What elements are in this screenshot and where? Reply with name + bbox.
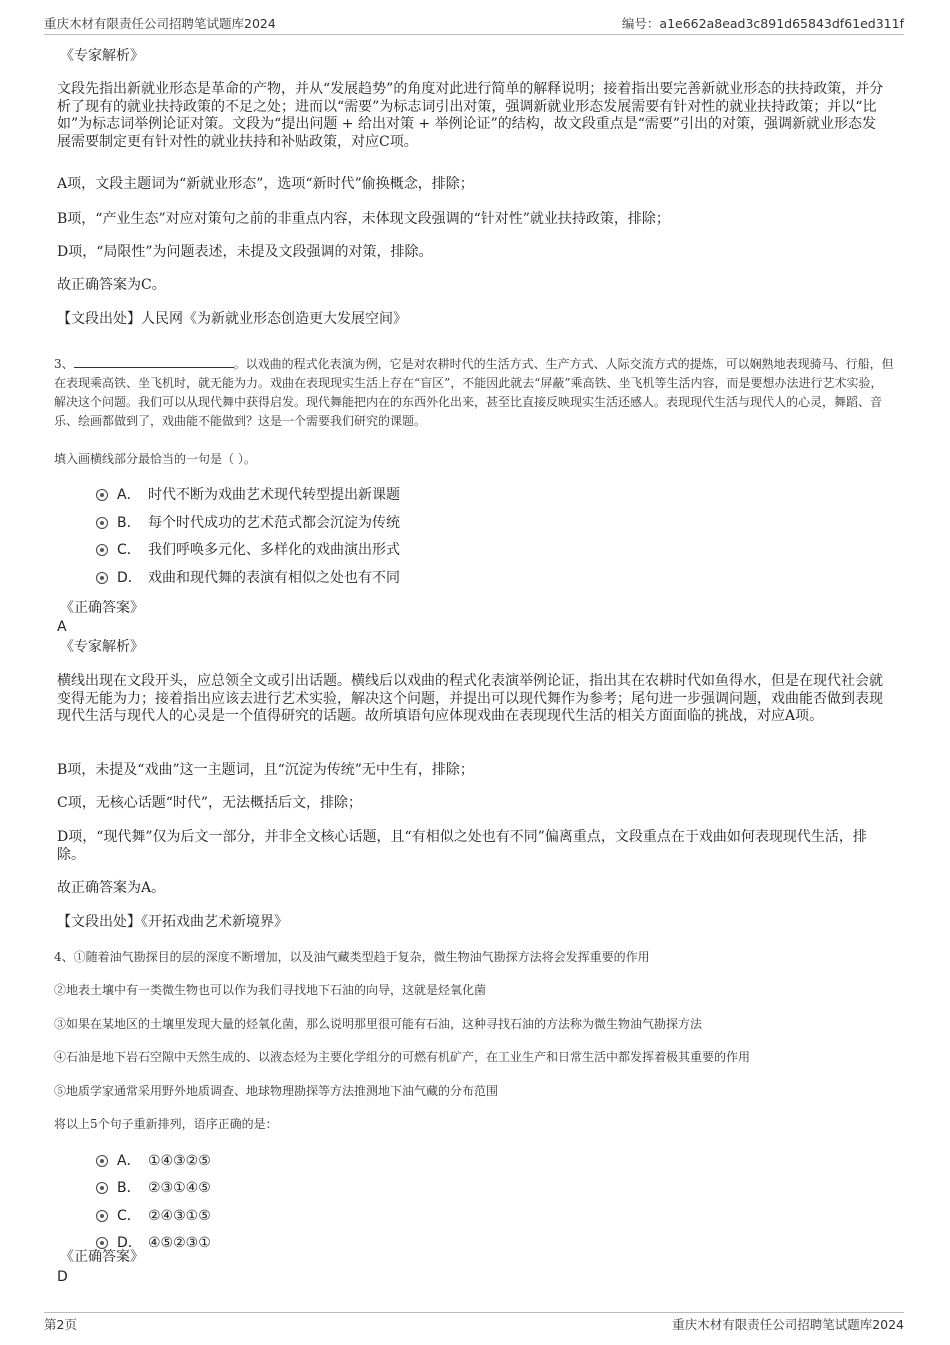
page-number: 第2页 xyxy=(44,1317,77,1332)
radio-icon[interactable] xyxy=(96,489,108,501)
q3-stem xyxy=(54,355,894,431)
q4-sentence-4: ④石油是地下岩石空隙中天然生成的、以液态烃为主要化学组分的可燃有机矿产，在工业生产和日常生活中都发挥着极其重要的作用 xyxy=(54,1050,751,1064)
radio-icon[interactable] xyxy=(96,1182,108,1194)
q2-option-b-note: B项，“产业生态”对应对策句之前的非重点内容，未体现文段强调的“针对性”就业扶持政策，排除； xyxy=(57,211,670,227)
q2-option-a-note: A项，文段主题词为“新就业形态”，选项“新时代”偷换概念，排除； xyxy=(57,176,474,192)
q4-answer: D xyxy=(57,1269,68,1285)
option-text: ①④③②⑤ xyxy=(148,1153,211,1169)
radio-icon[interactable] xyxy=(96,572,108,584)
option-text: 戏曲和现代舞的表演有相似之处也有不同 xyxy=(148,570,400,586)
q3-prompt: 填入画横线部分最恰当的一句是（ ）。 xyxy=(54,452,256,466)
header-title: 重庆木材有限责任公司招聘笔试题库2024 xyxy=(44,16,276,31)
option-text: 时代不断为戏曲艺术现代转型提出新课题 xyxy=(148,487,400,503)
q4-answer-label: 《正确答案》 xyxy=(60,1249,144,1265)
option-text: ④⑤②③① xyxy=(148,1235,211,1251)
q3-answer-label: 《正确答案》 xyxy=(60,600,144,616)
q3-option-c-note: C项，无核心话题“时代”，无法概括后文，排除； xyxy=(57,795,363,811)
q3-answer: A xyxy=(57,619,67,635)
q3-option-d-note: D项，“现代舞”仅为后文一部分，并非全文核心话题，且“有相似之处也有不同”偏离重点，文段重点在于戏曲如何表现现代生活，排除。 xyxy=(57,829,867,863)
option-letter: A． xyxy=(117,487,141,503)
page-footer xyxy=(44,1312,904,1335)
q2-expert-label: 《专家解析》 xyxy=(60,48,144,64)
q4-sentence-2: ②地表土壤中有一类微生物也可以作为我们寻找地下石油的向导，这就是烃氧化菌 xyxy=(54,983,487,997)
option-letter: B． xyxy=(117,1180,141,1196)
option-text: ②④③①⑤ xyxy=(148,1208,211,1224)
q2-analysis: 文段先指出新就业形态是革命的产物，并从“发展趋势”的角度对此进行简单的解释说明；接着指出要完善新就业形态的扶持政策，并分析了现有的就业扶持政策的不足之处；进而以“需要”为标志词引出对策，强调新就业形态发展需要有针对性的就业扶持政策；并以“比如”为标志词举例论证对策。文段为“提出问题 + 给出对策 + 举例论证”的结构，故文段重点是“需要”引出的对策，强调新就业形态发展需要制定更有针对性的就业扶持和补贴政策，对应C项。 xyxy=(57,81,884,150)
option-text: 每个时代成功的艺术范式都会沉淀为传统 xyxy=(148,515,400,531)
q3-analysis: 横线出现在文段开头，应总领全文或引出话题。横线后以戏曲的程式化表演举例论证，指出其在农耕时代如鱼得水，但是在现代社会就变得无能为力；接着指出应该去进行艺术实验，解决这个问题，并提出可以现代舞作为参考；尾句进一步强调问题，戏曲能否做到表现现代生活与现代人的心灵是一个值得研究的话题。故所填语句应体现戏曲在表现现代生活的相关方面面临的挑战，对应A项。 xyxy=(57,673,883,724)
option-letter: D． xyxy=(117,1235,142,1251)
radio-icon[interactable] xyxy=(96,517,108,529)
option-text: 我们呼唤多元化、多样化的戏曲演出形式 xyxy=(148,542,400,558)
option-letter: C． xyxy=(117,542,141,558)
q3-stem-text: 。以戏曲的程式化表演为例，它是对农耕时代的生活方式、生产方式、人际交流方式的提炼，可以娴熟地表现骑马、行船，但在表现乘高铁、坐飞机时，就无能为力。戏曲在表现现实生活上存在“盲区”，不能因此就去“屏蔽”乘高铁、坐飞机等生活内容，而是要想办法进行艺术实验，解决这个问题。我们可以从现代舞中获得启发。现代舞能把内在的东西外化出来，甚至比直接反映现实生活还感人。表现现代生活与现代人的心灵，舞蹈、音乐、绘画都做到了，戏曲能不能做到？这是一个需要我们研究的课题。 xyxy=(54,357,894,428)
header-doc-id: 编号：a1e662a8ead3c891d65843df61ed311f xyxy=(621,16,904,31)
radio-icon[interactable] xyxy=(96,1155,108,1167)
option-letter: A． xyxy=(117,1153,141,1169)
q3-fill-blank xyxy=(74,355,234,368)
q3-source: 【文段出处】《开拓戏曲艺术新境界》 xyxy=(57,914,288,930)
q3-expert-label: 《专家解析》 xyxy=(60,639,144,655)
option-letter: B． xyxy=(117,515,141,531)
q4-prompt: 将以上5个句子重新排列，语序正确的是： xyxy=(54,1117,278,1131)
q3-conclusion: 故正确答案为A。 xyxy=(57,880,166,896)
q3-number: 3、 xyxy=(54,357,74,371)
option-text: ②③①④⑤ xyxy=(148,1180,211,1196)
radio-icon[interactable] xyxy=(96,1210,108,1222)
q3-option-b-note: B项，未提及“戏曲”这一主题词，且“沉淀为传统”无中生有，排除； xyxy=(57,762,474,778)
option-letter: C． xyxy=(117,1208,141,1224)
q4-sentence-5: ⑤地质学家通常采用野外地质调查、地球物理勘探等方法推测地下油气藏的分布范围 xyxy=(54,1084,499,1098)
q4-sentence-3: ③如果在某地区的土壤里发现大量的烃氧化菌，那么说明那里很可能有石油，这种寻找石油的方法称为微生物油气勘探方法 xyxy=(54,1017,703,1031)
q4-sentence-1: 4、①随着油气勘探目的层的深度不断增加，以及油气藏类型趋于复杂，微生物油气勘探方法将会发挥重要的作用 xyxy=(54,950,650,964)
q2-source: 【文段出处】人民网《为新就业形态创造更大发展空间》 xyxy=(57,311,407,327)
page-header xyxy=(44,14,904,35)
q2-conclusion: 故正确答案为C。 xyxy=(57,277,166,293)
q2-option-d-note: D项，“局限性”为问题表述，未提及文段强调的对策，排除。 xyxy=(57,244,433,260)
footer-title: 重庆木材有限责任公司招聘笔试题库2024 xyxy=(672,1317,904,1332)
option-letter: D． xyxy=(117,570,142,586)
radio-icon[interactable] xyxy=(96,544,108,556)
